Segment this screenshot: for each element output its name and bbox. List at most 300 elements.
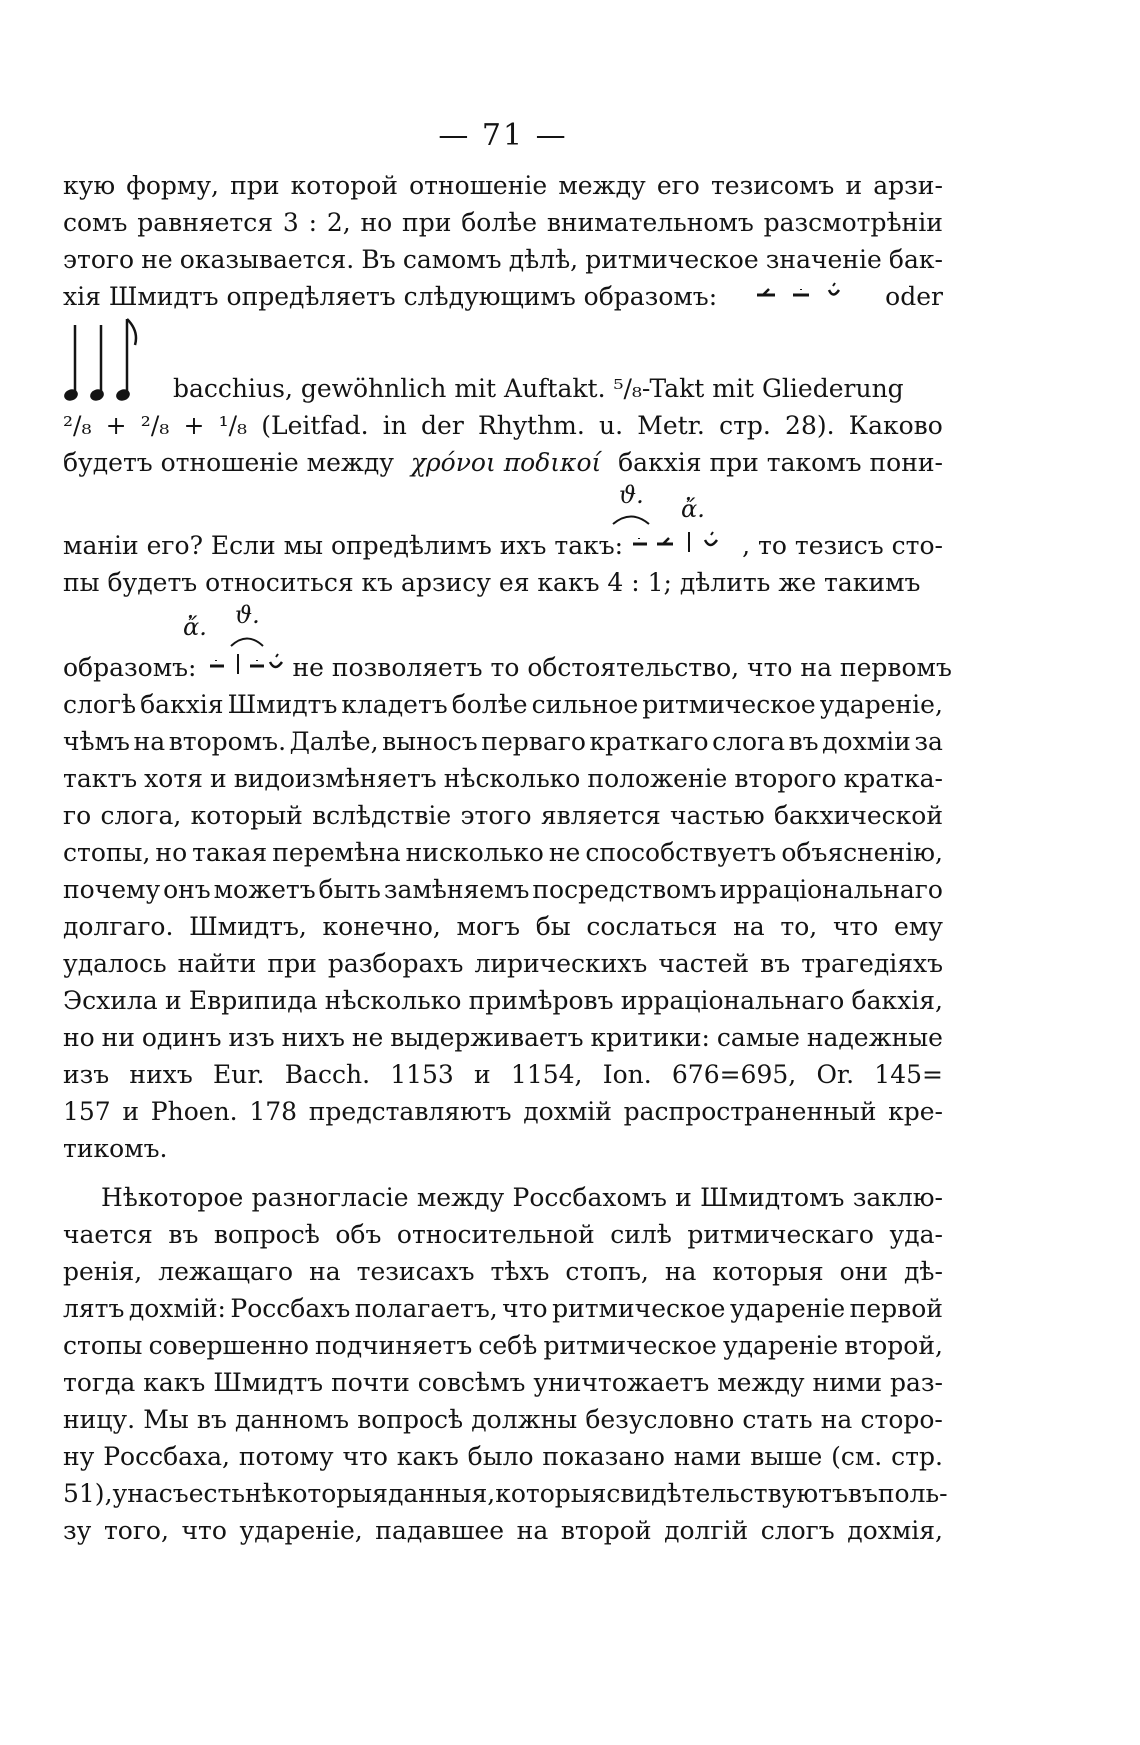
word: слога	[712, 727, 786, 756]
text-segment: не позволяетъ то обстоятельство, что на первомъ	[292, 653, 952, 682]
word: ирраціональнаго	[719, 875, 943, 904]
word: не	[351, 1023, 384, 1052]
paragraph-1	[63, 167, 943, 278]
word: нѣсколько	[324, 986, 462, 1015]
word: тѣхъ	[490, 1257, 550, 1286]
word: го	[63, 801, 92, 830]
word: выдерживаетъ	[390, 1023, 584, 1052]
word: этого	[63, 245, 135, 274]
word: раз-	[889, 1368, 943, 1397]
word: подчиняетъ	[315, 1331, 473, 1360]
word: 676=695,	[671, 1060, 797, 1089]
greek-term: χρόνοι ποδικοί	[410, 448, 602, 477]
word: 157	[63, 1097, 111, 1126]
word: но	[155, 838, 188, 867]
word: тезисомъ	[710, 171, 835, 200]
word: 3	[282, 208, 299, 237]
word: въ	[760, 949, 791, 978]
word: и	[210, 764, 227, 793]
text-segment: хія Шмидтъ опредѣляетъ слѣдующимъ образомъ:	[63, 282, 718, 311]
notes-line	[63, 315, 943, 407]
word: на	[309, 1257, 341, 1286]
word: Въ	[361, 245, 396, 274]
text-block	[63, 686, 943, 1130]
text-line	[63, 1327, 943, 1364]
word: der	[421, 411, 464, 440]
text-line	[63, 444, 943, 481]
word: нѣкоторыя	[244, 1479, 388, 1508]
word: удареніе,	[819, 690, 943, 719]
word: Phoen.	[150, 1097, 238, 1126]
word: на	[516, 1516, 549, 1545]
word: почти	[331, 1368, 410, 1397]
word: данныя,	[387, 1479, 496, 1508]
word: ни	[101, 1023, 135, 1052]
word: видоизмѣняетъ	[233, 764, 437, 793]
word: изъ	[228, 1023, 275, 1052]
word: Metr.	[637, 411, 705, 440]
word: конечно,	[322, 912, 441, 941]
word: полагаетъ,	[354, 1294, 498, 1323]
word: трагедіяхъ	[801, 949, 943, 978]
arc-icon	[611, 511, 651, 525]
theta-label: ϑ.	[235, 601, 260, 629]
word: Шмидтомъ	[700, 1183, 845, 1212]
word: въ	[196, 1405, 227, 1434]
word: и	[675, 1183, 692, 1212]
metrical-scheme-icon	[629, 528, 737, 554]
word: такая	[192, 838, 268, 867]
word: было	[467, 1442, 534, 1471]
word: Мы	[143, 1405, 189, 1434]
word: стопъ,	[565, 1257, 649, 1286]
word: ритмическое	[585, 245, 759, 274]
word: u.	[599, 411, 624, 440]
page-number: — 71 —	[438, 118, 568, 153]
word: заклю-	[852, 1183, 943, 1212]
word: ¹/₈	[218, 411, 248, 440]
word: зу	[63, 1516, 92, 1545]
alpha-label: ἄ.	[183, 613, 207, 641]
word: можетъ	[213, 875, 316, 904]
word: Eur.	[212, 1060, 265, 1089]
word: ницу.	[63, 1405, 136, 1434]
word: при	[230, 171, 280, 200]
text-line	[63, 908, 943, 945]
text-line	[63, 1401, 943, 1438]
word: безусловно	[585, 1405, 735, 1434]
text-line	[63, 241, 943, 278]
word: значеніе	[765, 245, 882, 274]
word: Россбаха,	[103, 1442, 231, 1471]
word: ²/₈	[140, 411, 170, 440]
word: Bacch.	[284, 1060, 371, 1089]
word: что	[342, 1442, 388, 1471]
word: между	[558, 171, 646, 200]
word: найти	[177, 949, 257, 978]
word: примѣровъ	[468, 986, 614, 1015]
text-line	[63, 945, 943, 982]
word: падавшее	[375, 1516, 505, 1545]
text-line	[63, 564, 943, 601]
word: представляютъ	[308, 1097, 512, 1126]
word: нисколько	[405, 838, 544, 867]
word: Россбахъ	[230, 1294, 351, 1323]
annotation-row	[63, 481, 943, 527]
word: въ	[168, 1220, 199, 1249]
word: совсѣмъ	[417, 1368, 526, 1397]
musical-notes-icon	[63, 315, 151, 407]
word: то,	[780, 912, 818, 941]
word: ему	[894, 912, 943, 941]
text-line	[63, 871, 943, 908]
word: вслѣдствіе	[312, 801, 452, 830]
word: дѣлѣ,	[508, 245, 579, 274]
text-line	[63, 649, 952, 686]
word: положеніе	[587, 764, 728, 793]
word: 145=	[874, 1060, 943, 1089]
word: бак-	[888, 245, 943, 274]
word: нами	[673, 1442, 742, 1471]
word: ритмическое	[552, 1294, 726, 1323]
word: ритмическаго	[687, 1220, 874, 1249]
word: но	[360, 208, 393, 237]
text-segment: бакхія при такомъ пони-	[618, 448, 943, 477]
word: сторо-	[860, 1405, 943, 1434]
word: на	[664, 1257, 697, 1286]
word: уда-	[889, 1220, 943, 1249]
word: распространенный	[623, 1097, 877, 1126]
word: Ion.	[602, 1060, 652, 1089]
word: является	[540, 801, 661, 830]
text-segment: образомъ:	[63, 653, 197, 682]
word: кратка-	[843, 764, 943, 793]
word: надежные	[806, 1023, 943, 1052]
text-line	[173, 370, 943, 407]
word: не	[548, 838, 581, 867]
text-block	[63, 407, 943, 444]
word: бакхія	[140, 690, 224, 719]
word: лежащаго	[158, 1257, 294, 1286]
word: между	[416, 1183, 505, 1212]
word: долгій	[664, 1516, 749, 1545]
word: и	[474, 1060, 491, 1089]
word: которой	[290, 171, 398, 200]
word: стопы,	[63, 838, 151, 867]
word: но	[63, 1023, 95, 1052]
text-segment: маніи его? Если мы опредѣлимъ ихъ такъ:	[63, 531, 624, 560]
word: лирическихъ	[474, 949, 648, 978]
word: что	[181, 1516, 227, 1545]
word: Еврипида	[188, 986, 318, 1015]
word: совершенно	[148, 1331, 309, 1360]
word: второй,	[844, 1331, 943, 1360]
text-line	[63, 1253, 943, 1290]
word: относительной	[396, 1220, 595, 1249]
word: +	[183, 411, 205, 440]
word: бы	[535, 912, 571, 941]
text-line	[63, 1364, 943, 1401]
word: чается	[63, 1220, 153, 1249]
word: дохміи	[822, 727, 911, 756]
word: критики:	[590, 1023, 710, 1052]
word: между	[717, 1368, 805, 1397]
word: болѣе	[461, 208, 538, 237]
word: чѣмъ	[63, 727, 130, 756]
word: +	[105, 411, 127, 440]
word: объясненію,	[781, 838, 943, 867]
word: разногласіе	[251, 1183, 409, 1212]
word: потому	[238, 1442, 334, 1471]
word: могъ	[456, 912, 521, 941]
word: дѣ-	[904, 1257, 943, 1286]
theta-label: ϑ.	[619, 481, 644, 509]
word: ирраціональнаго	[620, 986, 845, 1015]
book-page	[63, 118, 952, 1549]
word: in	[382, 411, 407, 440]
word: форму,	[126, 171, 219, 200]
word: на	[133, 727, 166, 756]
text-segment: тикомъ.	[63, 1134, 168, 1163]
word: 2,	[326, 208, 351, 237]
word: ритмическое	[642, 690, 816, 719]
word: его	[656, 171, 700, 200]
text-line	[63, 723, 943, 760]
word: есть	[188, 1479, 245, 1508]
word: Россбахомъ	[512, 1183, 667, 1212]
word: дохмій	[523, 1097, 612, 1126]
word: второй	[560, 1516, 652, 1545]
word: на	[733, 912, 765, 941]
word: Далѣе,	[289, 727, 379, 756]
word: :	[308, 208, 318, 237]
word: стопы	[63, 1331, 143, 1360]
word: тактъ	[63, 764, 138, 793]
word: разборахъ	[327, 949, 464, 978]
word: сослаться	[586, 912, 718, 941]
word: показано	[542, 1442, 665, 1471]
word: въ	[788, 727, 819, 756]
word: на	[820, 1405, 853, 1434]
word: частей	[658, 949, 750, 978]
word: отношеніе	[409, 171, 548, 200]
word: Каково	[848, 411, 943, 440]
word: удареніе	[722, 1331, 839, 1360]
word: оказывается.	[179, 245, 355, 274]
word: и	[122, 1097, 140, 1126]
text-segment: будетъ отношеніе между	[63, 448, 395, 477]
annotation-row	[63, 601, 943, 649]
word: 28).	[785, 411, 835, 440]
word: стать	[742, 1405, 813, 1434]
word: удареніе,	[239, 1516, 363, 1545]
word: хотя	[144, 764, 203, 793]
word: самомъ	[402, 245, 502, 274]
word: у	[112, 1479, 128, 1508]
word: насъ	[127, 1479, 189, 1508]
word: удалось	[63, 949, 167, 978]
word: бакхія,	[851, 986, 943, 1015]
word: Rhythm.	[477, 411, 585, 440]
word: того,	[103, 1516, 169, 1545]
word: самые	[716, 1023, 800, 1052]
word: Шмидтъ	[227, 690, 338, 719]
word: ритмическое	[543, 1331, 717, 1360]
text-line	[63, 527, 943, 564]
word: должны	[471, 1405, 578, 1434]
text-line	[63, 1512, 943, 1549]
word: объ	[335, 1220, 382, 1249]
word: вопросѣ	[213, 1220, 320, 1249]
text-line	[63, 1179, 943, 1216]
text-line	[63, 686, 943, 723]
text-line	[63, 982, 943, 1019]
word: выносъ	[382, 727, 478, 756]
word: сильное	[531, 690, 639, 719]
arc-icon	[229, 633, 265, 647]
text-segment: пы будетъ относиться къ арзису ея какъ 4 : 1; дѣлить же такимъ	[63, 568, 921, 597]
word: способствуетъ	[585, 838, 777, 867]
word: Эсхила	[63, 986, 158, 1015]
word: стр.	[719, 411, 771, 440]
word: дохмій:	[128, 1294, 226, 1323]
text-line	[63, 760, 943, 797]
word: вопросѣ	[357, 1405, 464, 1434]
text-segment: oder	[885, 282, 943, 311]
word: Шмидтъ	[213, 1368, 324, 1397]
word: ними	[812, 1368, 882, 1397]
word: нихъ	[129, 1060, 193, 1089]
word: почему	[63, 875, 161, 904]
text-line	[63, 834, 943, 871]
word: кре-	[888, 1097, 943, 1126]
word: краткаго	[589, 727, 709, 756]
word: выше	[750, 1442, 823, 1471]
word: сомъ	[63, 208, 128, 237]
word: при	[267, 949, 317, 978]
word: быть	[318, 875, 381, 904]
metrical-scheme-icon	[206, 650, 292, 676]
metrical-scheme-icon	[753, 281, 849, 305]
word: этого	[460, 801, 532, 830]
text-line	[63, 1475, 948, 1512]
word: ну	[63, 1442, 95, 1471]
text-line	[63, 1438, 943, 1475]
word: Нѣкоторое	[101, 1183, 244, 1212]
word: онъ	[163, 875, 211, 904]
word: которыя	[712, 1257, 824, 1286]
word: замѣняемъ	[383, 875, 530, 904]
word: второго	[734, 764, 837, 793]
word: и	[845, 171, 863, 200]
word: свидѣтельствуютъ	[606, 1479, 848, 1508]
word: они	[839, 1257, 889, 1286]
word: силѣ	[610, 1220, 672, 1249]
word: которыя	[495, 1479, 607, 1508]
word: частью	[670, 801, 765, 830]
word: лятъ	[63, 1294, 125, 1323]
word: за	[914, 727, 943, 756]
word: нѣсколько	[443, 764, 581, 793]
word: первой	[849, 1294, 943, 1323]
paragraph-2	[63, 1179, 948, 1549]
word: 1153	[390, 1060, 454, 1089]
word: второмъ.	[168, 727, 287, 756]
word: (Leitfad.	[261, 411, 369, 440]
word: разсмотрѣніи	[763, 208, 943, 237]
text-line	[63, 1019, 943, 1056]
text-line	[63, 407, 943, 444]
text-line	[63, 1216, 943, 1253]
word: одинъ	[141, 1023, 222, 1052]
alpha-label: ἄ.	[681, 495, 705, 523]
word: 1154,	[510, 1060, 583, 1089]
text-line	[63, 278, 943, 315]
text-line	[63, 1290, 943, 1327]
word: нихъ	[281, 1023, 345, 1052]
word: при	[402, 208, 452, 237]
word: тогда	[63, 1368, 136, 1397]
word: посредствомъ	[532, 875, 717, 904]
word: 178	[249, 1097, 298, 1126]
word: перваго	[481, 727, 586, 756]
text-line	[63, 1056, 943, 1093]
word: болѣе	[451, 690, 528, 719]
word: слогѣ	[63, 690, 137, 719]
word: долгаго.	[63, 912, 174, 941]
word: дохмія,	[847, 1516, 943, 1545]
word: стр.	[891, 1442, 943, 1471]
text-segment: , то тезисъ сто-	[742, 531, 943, 560]
word: перемѣна	[272, 838, 401, 867]
word: который	[190, 801, 303, 830]
word: себѣ	[478, 1331, 538, 1360]
word: ренія,	[63, 1257, 143, 1286]
word: слога,	[100, 801, 182, 830]
text-line	[63, 797, 943, 834]
word: слогъ	[760, 1516, 835, 1545]
word: какъ	[396, 1442, 459, 1471]
word: изъ	[63, 1060, 110, 1089]
word: Шмидтъ,	[189, 912, 307, 941]
text-line	[63, 1093, 943, 1130]
word: внимательномъ	[546, 208, 754, 237]
word: равняется	[137, 208, 274, 237]
word: 51),	[63, 1479, 113, 1508]
word: данномъ	[235, 1405, 350, 1434]
word: (см.	[831, 1442, 883, 1471]
word: ²/₈	[63, 411, 92, 440]
word: поль-	[877, 1479, 948, 1508]
word: не	[141, 245, 173, 274]
word: что	[502, 1294, 548, 1323]
text-line	[63, 167, 943, 204]
word: тезисахъ	[356, 1257, 475, 1286]
word: въ	[847, 1479, 878, 1508]
word: уничтожаетъ	[533, 1368, 710, 1397]
word: что	[832, 912, 879, 941]
word: кую	[63, 171, 116, 200]
word: удареніе	[729, 1294, 846, 1323]
text-line	[63, 1130, 943, 1167]
word: арзи-	[873, 171, 943, 200]
text-line	[63, 204, 943, 241]
word: бакхической	[773, 801, 943, 830]
word: Or.	[816, 1060, 855, 1089]
word: и	[164, 986, 182, 1015]
text-segment: bacchius, gewöhnlich mit Auftakt. ⁵/₈-Takt mit Gliederung	[173, 374, 904, 403]
word: какъ	[143, 1368, 206, 1397]
